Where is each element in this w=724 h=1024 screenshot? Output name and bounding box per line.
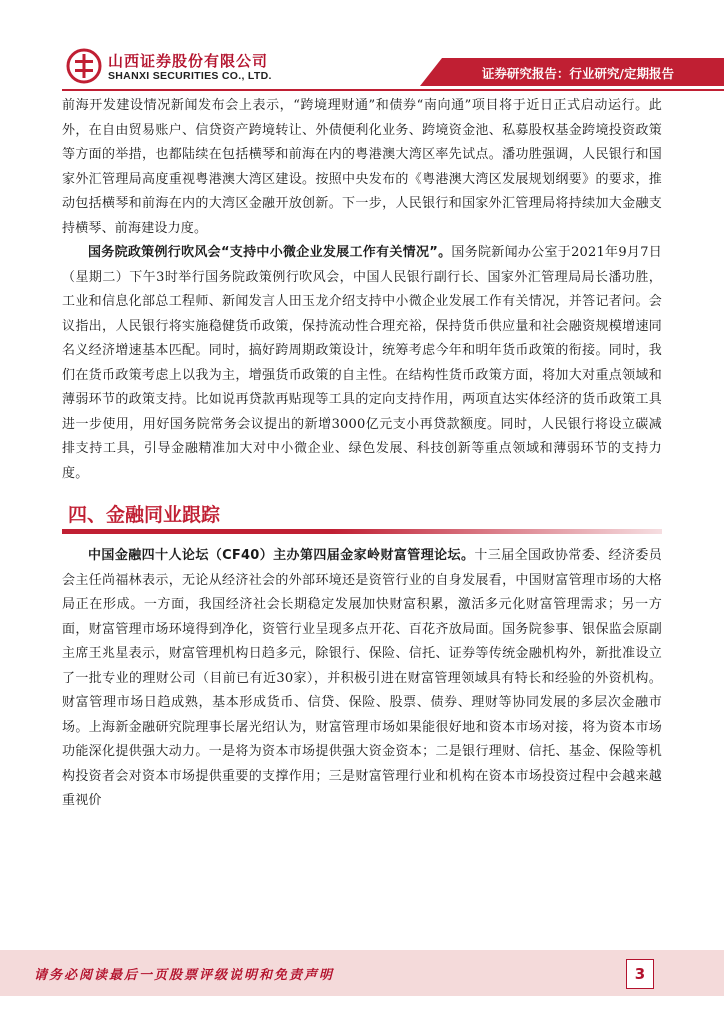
page-number: 3 [626, 959, 654, 989]
paragraph-lead: 中国金融四十人论坛（CF40）主办第四届金家岭财富管理论坛。 [88, 548, 475, 563]
paragraph-text: 十三届全国政协常委、经济委员会主任尚福林表示，无论从经济社会的外部环境还是资管行业的自身发展看，中国财富管理市场的大格局正在形成。一方面，我国经济社会长期稳定发展加快财富积累，激活多元化财富管理需求；另一方面，财富管理市场环境得到净化，资管行业呈现多点开花、百花齐放局面。国务院参事、银保监会原副主席王兆星表示，财富管理机构日趋多元，除银行、保险、信托、证券等传统金融机构外，新批准设立了一批专业的理财公司（目前已有近30家），并积极引进在财富管理领域具有特长和经验的外资机构。财富管理市场日趋成熟，基本形成货币、信贷、保险、股票、债券、理财等协同发展的多层次金融市场。上海新金融研究院理事长屠光绍认为，财富管理市场如果能很好地和资本市场对接，将为资本市场功能深化提供强大动力。一是将为资本市场提供强大资金资本；二是银行理财、信托、基金、保险等机构投资者会对资本市场提供重要的支撑作用；三是财富管理行业和机构在资本市场投资过程中会越来越重视价 [62, 548, 662, 808]
section-heading: 四、金融同业跟踪 [68, 504, 221, 526]
company-name-cn: 山西证券股份有限公司 [108, 52, 269, 70]
page-footer [0, 950, 724, 996]
paragraph-state-council-briefing [62, 241, 662, 486]
report-type-label: 证券研究报告：行业研究/定期报告 [481, 66, 674, 81]
company-logo-icon [66, 48, 102, 84]
page-content [62, 94, 662, 814]
paragraph-text: 国务院新闻办公室于2021年9月7日（星期二）下午3时举行国务院政策例行吹风会，中国人民银行副行长、国家外汇管理局局长潘功胜，工业和信息化部总工程师、新闻发言人田玉龙介绍支持中小微企业发展工作有关情况，并答记者问。会议指出，人民银行将实施稳健货币政策，保持流动性合理充裕，保持货币供应量和社会融资规模增速同名义经济增速基本匹配。同时，搞好跨周期政策设计，统筹考虑今年和明年货币政策的衔接。同时，我们在货币政策考虑上以我为主，增强货币政策的自主性。在结构性货币政策方面，将加大对重点领域和薄弱环节的政策支持。比如说再贷款再贴现等工具的定向支持作用，两项直达实体经济的货币政策工具进一步使用，用好国务院常务会议提出的新增3000亿元支小再贷款额度。同时，人民银行将设立碳减排支持工具，引导金融精准加大对中小微企业、绿色发展、科技创新等重点领域和薄弱环节的支持力度。 [62, 245, 662, 481]
paragraph-cf40-forum [62, 544, 662, 814]
disclaimer-text: 请务必阅读最后一页股票评级说明和免责声明 [34, 968, 335, 983]
section-underline [62, 529, 662, 534]
page-header [0, 0, 724, 92]
header-divider [62, 89, 724, 91]
paragraph-qianhai: 前海开发建设情况新闻发布会上表示，“跨境理财通”和债券“南向通”项目将于近日正式启动运行。此外，在自由贸易账户、信贷资产跨境转让、外债便利化业务、跨境资金池、私募股权基金跨境投资政策等方面的举措，也都陆续在包括横琴和前海在内的粤港澳大湾区率先试点。潘功胜强调，人民银行和国家外汇管理局高度重视粤港澳大湾区建设。按照中央发布的《粤港澳大湾区发展规划纲要》的要求，推动包括横琴和前海在内的大湾区金融开放创新。下一步，人民银行和国家外汇管理局将持续加大金融支持横琴、前海建设力度。 [62, 98, 662, 236]
paragraph-lead: 国务院政策例行吹风会“支持中小微企业发展工作有关情况”。 [88, 245, 452, 260]
section-title [62, 496, 662, 534]
company-name-en: SHANXI SECURITIES CO., LTD. [108, 70, 272, 82]
